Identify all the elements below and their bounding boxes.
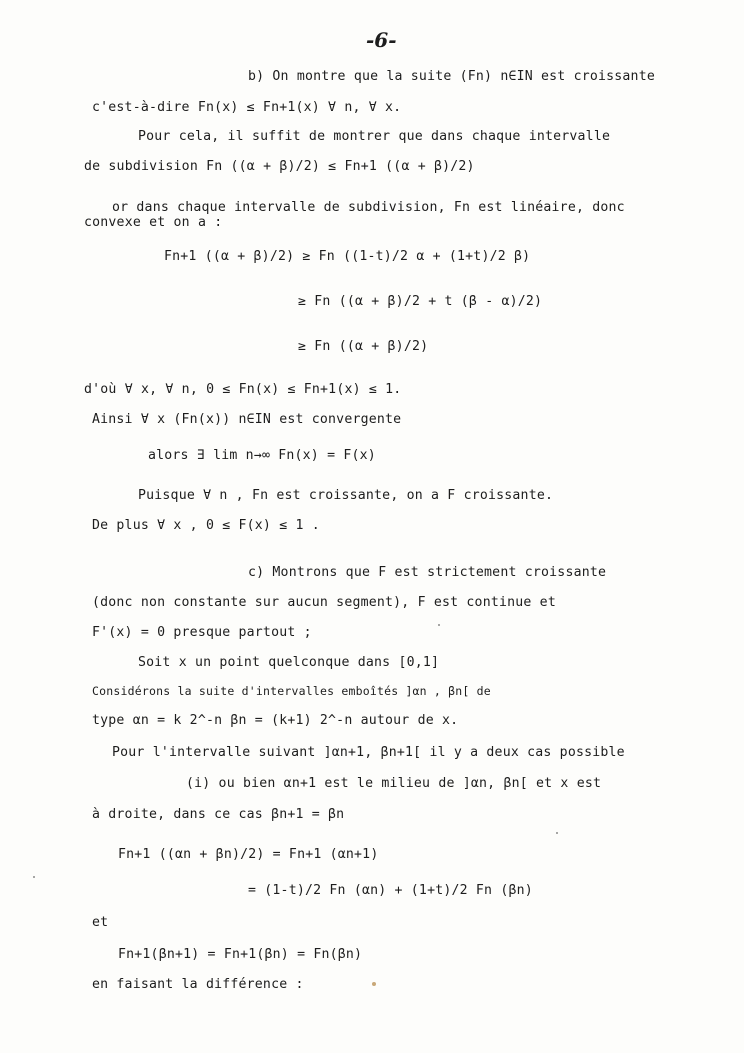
text-line: en faisant la différence : xyxy=(92,977,304,992)
text-line: d'où ∀ x, ∀ n, 0 ≤ Fn(x) ≤ Fn+1(x) ≤ 1. xyxy=(84,382,402,397)
text-line: Soit x un point quelconque dans [0,1] xyxy=(138,655,440,670)
text-line: de subdivision Fn ((α + β)/2) ≤ Fn+1 ((α + β)/2) xyxy=(84,159,475,174)
text-line: c) Montrons que F est strictement croissante xyxy=(248,565,607,580)
text-line: (i) ou bien αn+1 est le milieu de ]αn, βn[ et x est xyxy=(186,776,602,791)
page-number: -6- xyxy=(366,28,397,52)
text-line: Considérons la suite d'intervalles emboîtés ]αn , βn[ de xyxy=(92,684,491,698)
text-line: convexe et on a : xyxy=(84,215,223,230)
equation-line: = (1-t)/2 Fn (αn) + (1+t)/2 Fn (βn) xyxy=(248,883,533,898)
text-line: (donc non constante sur aucun segment), F est continue et xyxy=(92,595,556,610)
scan-speck xyxy=(33,876,35,878)
text-line: c'est-à-dire Fn(x) ≤ Fn+1(x) ∀ n, ∀ x. xyxy=(92,100,402,115)
text-line: b) On montre que la suite (Fn) n∈IN est croissante xyxy=(248,69,655,84)
scan-speck xyxy=(438,624,440,626)
text-line: Pour l'intervalle suivant ]αn+1, βn+1[ il y a deux cas possible xyxy=(112,745,625,760)
text-line: et xyxy=(92,915,109,930)
text-line: alors ∃ lim n→∞ Fn(x) = F(x) xyxy=(148,448,376,463)
equation-line: ≥ Fn ((α + β)/2) xyxy=(298,339,429,354)
text-line: type αn = k 2^-n βn = (k+1) 2^-n autour de x. xyxy=(92,713,459,728)
equation-line: Fn+1 ((αn + βn)/2) = Fn+1 (αn+1) xyxy=(118,847,379,862)
text-line: Ainsi ∀ x (Fn(x)) n∈IN est convergente xyxy=(92,412,402,427)
text-line: à droite, dans ce cas βn+1 = βn xyxy=(92,807,345,822)
equation-line: Fn+1(βn+1) = Fn+1(βn) = Fn(βn) xyxy=(118,947,363,962)
text-line: De plus ∀ x , 0 ≤ F(x) ≤ 1 . xyxy=(92,518,320,533)
scan-speck xyxy=(372,982,376,986)
text-line: or dans chaque intervalle de subdivision, Fn est linéaire, donc xyxy=(112,200,625,215)
equation-line: Fn+1 ((α + β)/2) ≥ Fn ((1-t)/2 α + (1+t)/2 β) xyxy=(164,249,531,264)
scan-speck xyxy=(556,832,558,834)
text-line: Pour cela, il suffit de montrer que dans chaque intervalle xyxy=(138,129,611,144)
equation-line: ≥ Fn ((α + β)/2 + t (β - α)/2) xyxy=(298,294,543,309)
text-line: Puisque ∀ n , Fn est croissante, on a F croissante. xyxy=(138,488,554,503)
text-line: F'(x) = 0 presque partout ; xyxy=(92,625,312,640)
